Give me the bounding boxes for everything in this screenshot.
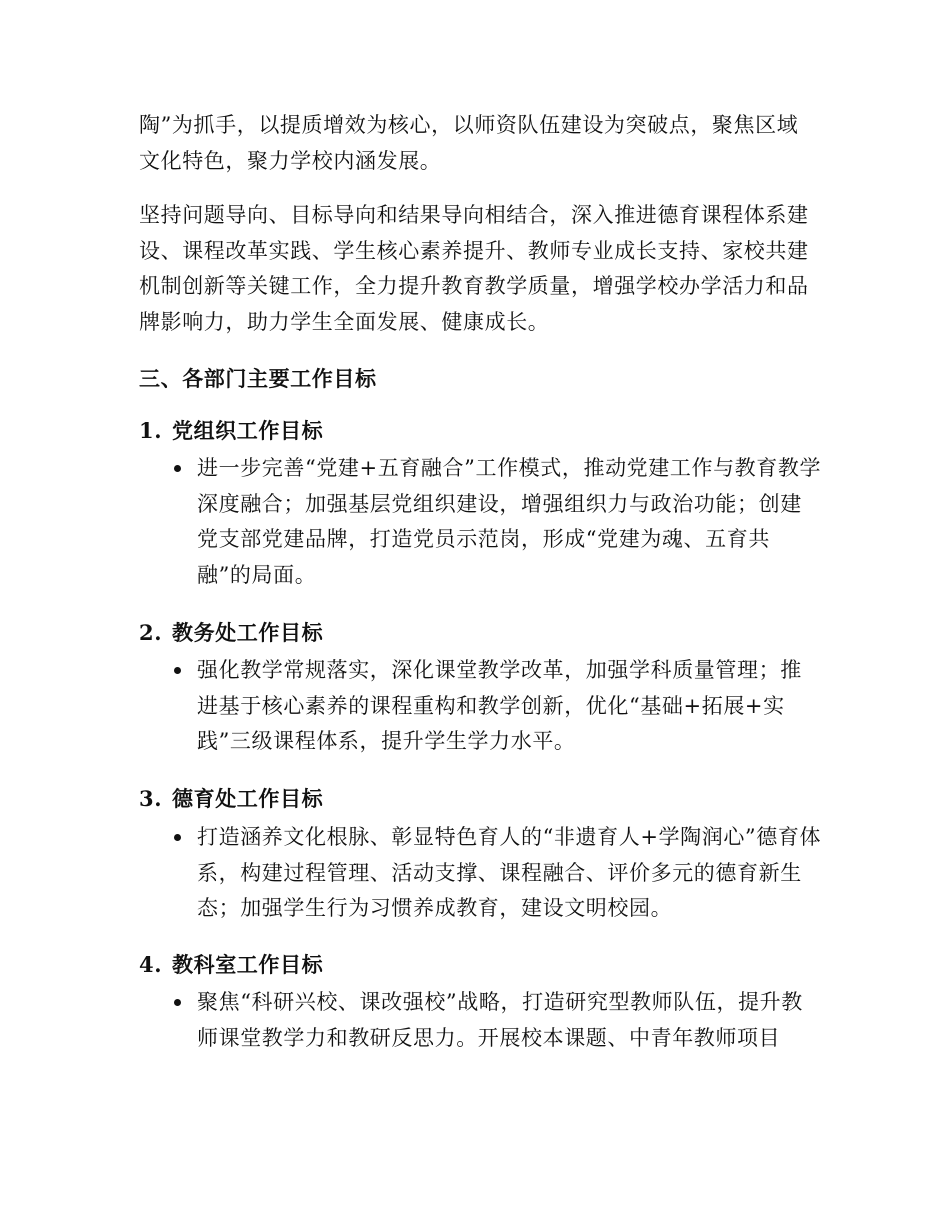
department-title: 教务处工作目标 (172, 620, 324, 645)
bullet-icon (174, 999, 181, 1006)
department-title: 教科室工作目标 (172, 952, 324, 977)
list-item-text: 进一步完善“党建+五育融合”工作模式，推动党建工作与教育教学深度融合；加强基层党组织建设，增强组织力与政治功能；创建党支部党建品牌，打造党员示范岗，形成“党建为魂、五育共融”的局面。 (197, 456, 822, 587)
department-heading (139, 950, 323, 980)
list-item-text: 强化教学常规落实，深化课堂教学改革，加强学科质量管理；推进基于核心素养的课程重构和教学创新，优化“基础+拓展+实践”三级课程体系，提升学生学力水平。 (197, 658, 802, 753)
department-number: 4. (139, 952, 163, 977)
department-number: 2. (139, 620, 163, 645)
bullet-icon (174, 465, 181, 472)
department-heading (139, 416, 323, 446)
bullet-icon (174, 834, 181, 841)
list-item-text: 聚焦“科研兴校、课改强校”战略，打造研究型教师队伍，提升教师课堂教学力和教研反思力。开展校本课题、中青年教师项目 (197, 990, 803, 1050)
department-title: 德育处工作目标 (172, 786, 324, 811)
intro-paragraph-1: 陶”为抓手，以提质增效为核心，以师资队伍建设为突破点，聚焦区域文化特色，聚力学校内涵发展。 (139, 113, 799, 173)
department-number: 1. (139, 418, 163, 443)
department-heading (139, 784, 323, 814)
department-number: 3. (139, 786, 163, 811)
intro-paragraph-2: 坚持问题导向、目标导向和结果导向相结合，深入推进德育课程体系建设、课程改革实践、学生核心素养提升、教师专业成长支持、家校共建机制创新等关键工作，全力提升教育教学质量，增强学校办学活力和品牌影响力，助力学生全面发展、健康成长。 (139, 203, 809, 334)
bullet-icon (174, 667, 181, 674)
section-heading: 三、各部门主要工作目标 (139, 366, 377, 391)
list-item-text: 打造涵养文化根脉、彰显特色育人的“非遗育人+学陶润心”德育体系，构建过程管理、活动支撑、课程融合、评价多元的德育新生态；加强学生行为习惯养成教育，建设文明校园。 (197, 825, 822, 920)
department-title: 党组织工作目标 (172, 418, 324, 443)
department-heading (139, 618, 323, 648)
